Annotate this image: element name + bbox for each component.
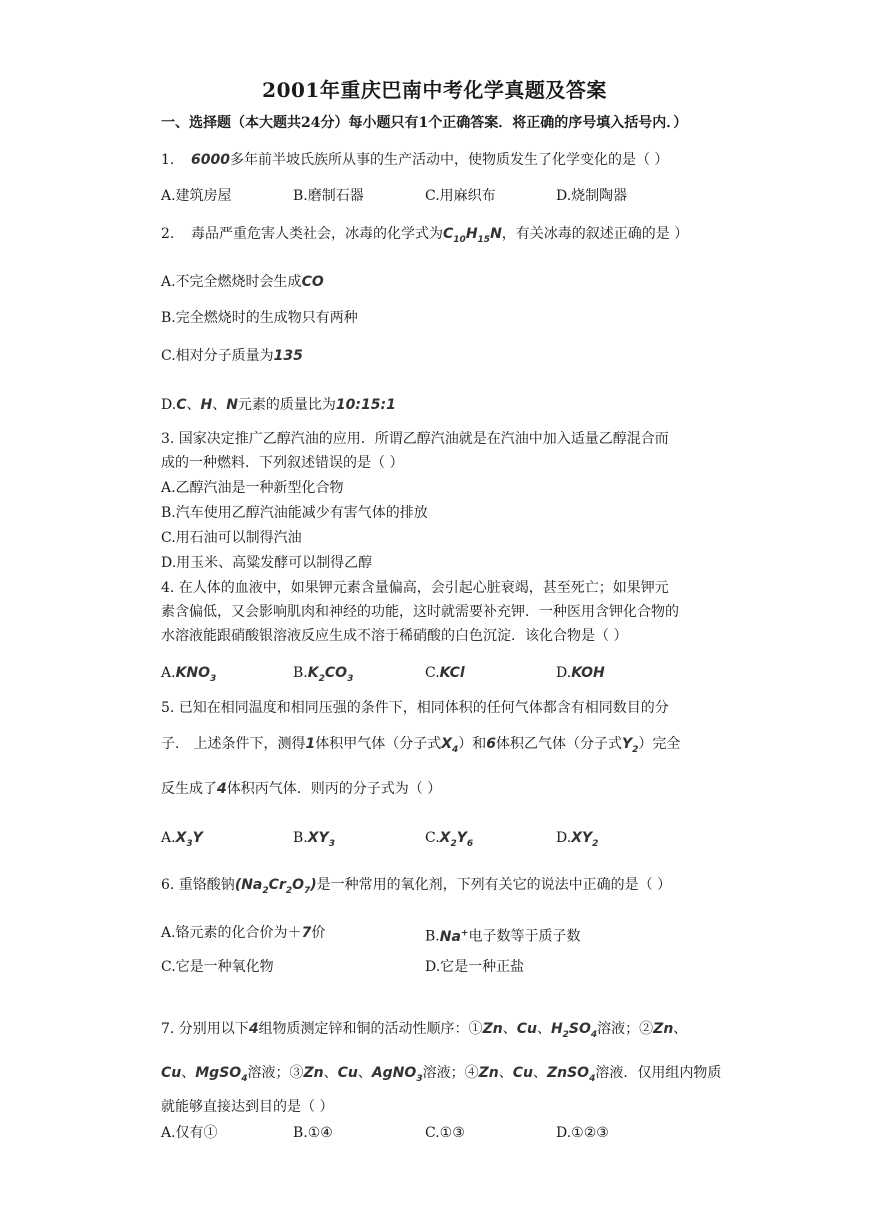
- q1-option-b: B.磨制石器: [293, 188, 364, 204]
- question-6: 6. 重铬酸钠$(Na_2Cr_2O_7)$是一种常用的氧化剂，下列有关它的说法中正确的是（ ）: [161, 877, 672, 896]
- q7-option-a: A.仅有①: [161, 1125, 218, 1141]
- q2-option-d: D.C、H、N元素的质量比为10:15:1: [161, 397, 396, 413]
- question-7-line-2: Cu、MgSO$_4$溶液；③Zn、Cu、AgNO$_3$溶液；④Zn、Cu、ZnSO$_4$溶液．仅用组内物质: [161, 1065, 722, 1084]
- formula: $C_{10}H_{15}N$: [443, 226, 502, 245]
- question-7-line-1: 7. 分别用以下4组物质测定锌和铜的活动性顺序：①Zn、Cu、$H_2SO_4$溶液；②Zn、: [161, 1021, 688, 1040]
- q6-option-b: B.Na+电子数等于质子数: [425, 928, 581, 945]
- q5-option-d: $D.XY_2$: [556, 830, 599, 849]
- question-5-line-2: 子． 上述条件下，测得1体积甲气体（分子式$X_4$）和6体积乙气体（分子式$Y_2$）完全: [161, 736, 681, 755]
- q4-option-a: $A.KNO_3$: [161, 665, 217, 684]
- q4-option-c: C.KCl: [425, 665, 465, 681]
- question-5-line-1: 5. 已知在相同温度和相同压强的条件下，相同体积的任何气体都含有相同数目的分: [161, 700, 669, 716]
- q3-option-b: B.汽车使用乙醇汽油能减少有害气体的排放: [161, 505, 428, 521]
- q2-option-c: C.相对分子质量为135: [161, 348, 303, 364]
- q3-option-d: D.用玉米、高粱发酵可以制得乙醇: [161, 555, 373, 571]
- question-4-line-2: 素含偏低，又会影响肌肉和神经的功能，这时就需要补充钾．一种医用含钾化合物的: [161, 604, 679, 620]
- q1-option-d: D.烧制陶器: [556, 188, 628, 204]
- question-5-line-3: 反生成了4体积丙气体．则丙的分子式为（ ）: [161, 781, 442, 797]
- q6-option-d: D.它是一种正盐: [425, 959, 525, 975]
- q6-option-c: C.它是一种氧化物: [161, 959, 274, 975]
- q3-option-c: C.用石油可以制得汽油: [161, 530, 302, 546]
- q7-option-c: C.①③: [425, 1125, 465, 1141]
- q2-option-b: B.完全燃烧时的生成物只有两种: [161, 310, 358, 326]
- q7-option-b: B.①④: [293, 1125, 333, 1141]
- section-heading: 一、选择题（本大题共24分）每小题只有1个正确答案．将正确的序号填入括号内．）: [161, 115, 688, 131]
- number: 6000: [191, 152, 230, 168]
- q2-option-a: A.不完全燃烧时会生成CO: [161, 274, 324, 290]
- q3-option-a: A.乙醇汽油是一种新型化合物: [161, 480, 344, 496]
- q7-option-d: D.①②③: [556, 1125, 609, 1141]
- question-4-line-1: 4. 在人体的血液中，如果钾元素含量偏高，会引起心脏衰竭，甚至死亡；如果钾元: [161, 580, 669, 596]
- q5-option-a: $A.X_3Y$: [161, 830, 203, 849]
- question-3-line-2: 成的一种燃料．下列叙述错误的是（ ）: [161, 455, 404, 471]
- page-title: 2001年重庆巴南中考化学真题及答案: [262, 78, 607, 102]
- q5-option-b: $B.XY_3$: [293, 830, 335, 849]
- question-3-line-1: 3. 国家决定推广乙醇汽油的应用．所谓乙醇汽油就是在汽油中加入适量乙醇混合而: [161, 431, 669, 447]
- q1-option-c: C.用麻织布: [425, 188, 496, 204]
- q4-option-b: $B.K_2CO_3$: [293, 665, 354, 684]
- question-1: 1. 6000多年前半坡氏族所从事的生产活动中，使物质发生了化学变化的是（ ）: [161, 152, 669, 168]
- question-7-line-3: 就能够直接达到目的是（ ）: [161, 1099, 334, 1115]
- q1-option-a: A.建筑房屋: [161, 188, 232, 204]
- question-2: 2. 毒品严重危害人类社会，冰毒的化学式为$C_{10}H_{15}N$，有关冰毒的叙述正确的是 ）: [161, 226, 689, 245]
- question-4-line-3: 水溶液能跟硝酸银溶液反应生成不溶于稀硝酸的白色沉淀．该化合物是（ ）: [161, 628, 628, 644]
- q4-option-d: D.KOH: [556, 665, 605, 681]
- q6-option-a: A.铬元素的化合价为＋7价: [161, 925, 326, 941]
- q5-option-c: $C.X_2Y_6$: [425, 830, 474, 849]
